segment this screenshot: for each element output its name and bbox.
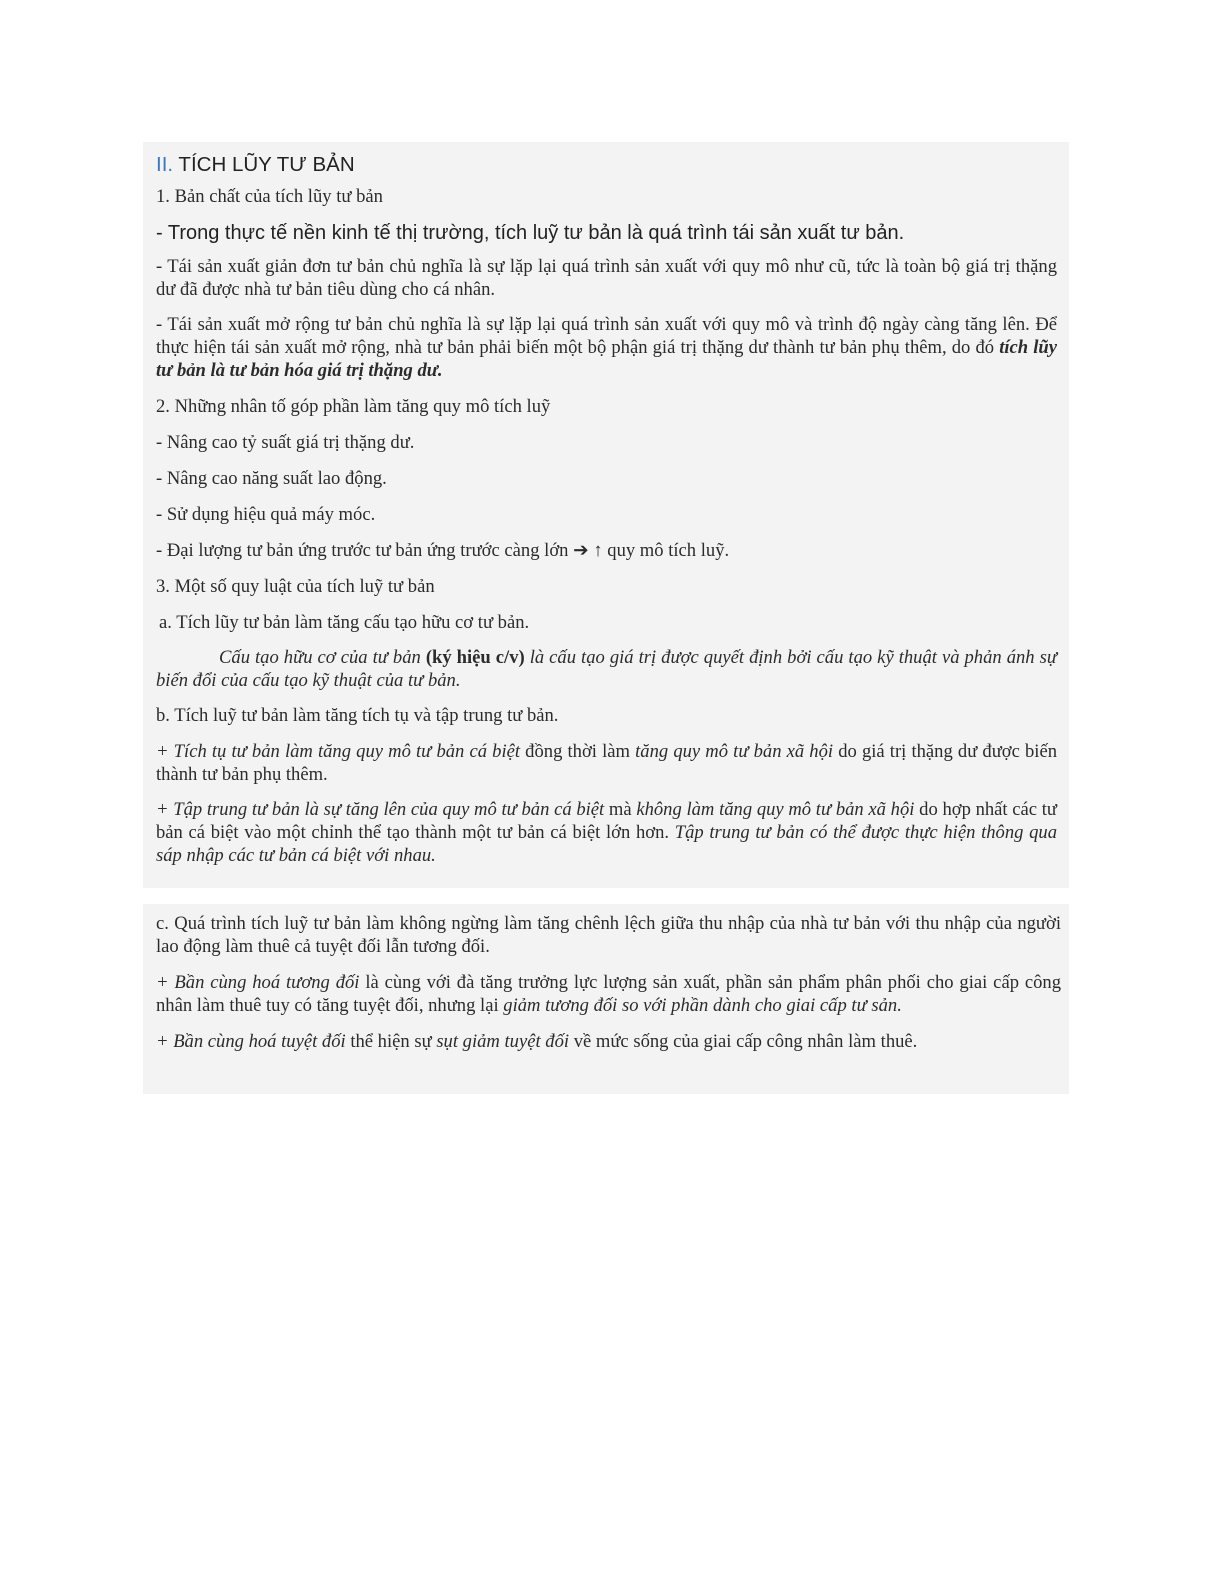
law-c1-part3: giảm tương đối so với phần dành cho giai cấp tư sản. [503, 995, 902, 1016]
paragraph-expanded-reproduction [156, 313, 1057, 382]
law-a-def-symbol: (ký hiệu c/v) [425, 647, 525, 668]
accumulation-definition: tích lũy tư bản là tư bản hóa giá trị thặng dư. [156, 337, 1057, 381]
content-block-continued [143, 904, 1069, 1094]
factor-item-4: - Đại lượng tư bản ứng trước tư bản ứng trước càng lớn ➔ ↑ quy mô tích luỹ. [156, 540, 730, 561]
law-a-def-part3: là cấu tạo giá trị được quyết định bởi cấu tạo kỹ thuật và phản ánh sự biến đổi của cấu tạo kỹ thuật của tư bản. [156, 647, 1057, 691]
law-b2-part1: + Tập trung tư bản là sự tăng lên của quy mô tư bản cá biệt [156, 799, 605, 820]
law-c1-part2: là cùng với đà tăng trưởng lực lượng sản xuất, phần sản phẩm phân phối cho giai cấp công nhân làm thuê tuy có tăng tuyệt đối, nhưng lại [156, 972, 1062, 1016]
content-block-main [143, 142, 1069, 888]
law-b1-part4: do giá trị thặng dư được biến thành tư bản phụ thêm. [156, 741, 1058, 785]
law-c2-part4: về mức sống của giai cấp công nhân làm thuê. [569, 1031, 918, 1052]
subsection-title-1: 1. Bản chất của tích lũy tư bản [156, 186, 383, 207]
paragraph-simple-reproduction: - Tái sản xuất giản đơn tư bản chủ nghĩa là sự lặp lại quá trình sản xuất với quy mô như cũ, tức là toàn bộ giá trị thặng dư đã được nhà tư bản tiêu dùng cho cá nhân. [156, 256, 1057, 300]
law-b1-part1: + Tích tụ tư bản làm tăng quy mô tư bản cá biệt [156, 741, 521, 762]
law-c-title: c. Quá trình tích luỹ tư bản làm không ngừng làm tăng chênh lệch giữa thu nhập của nhà tư bản với thu nhập của người lao động làm thuê cả tuyệt đối lẫn tương đối. [156, 913, 1061, 957]
paragraph-expanded-text: - Tái sản xuất mở rộng tư bản chủ nghĩa là sự lặp lại quá trình sản xuất với quy mô và trình độ ngày càng tăng lên. Để thực hiện tái sản xuất mở rộng, nhà tư bản phải biến một bộ phận giá trị thặng dư thành tư bản phụ thêm, do đó [156, 314, 1057, 358]
law-c1-part1: + Bần cùng hoá tương đối [156, 972, 360, 993]
law-c2-part2: thể hiện sự [345, 1031, 437, 1052]
law-c2-part3: sụt giảm tuyệt đối [436, 1031, 570, 1052]
factor-item-2: - Nâng cao năng suất lao động. [156, 468, 387, 489]
law-b-title: b. Tích luỹ tư bản làm tăng tích tụ và tập trung tư bản. [156, 705, 559, 726]
law-b2-part3: không làm tăng quy mô tư bản xã hội [636, 799, 915, 820]
factor-item-1: - Nâng cao tỷ suất giá trị thặng dư. [156, 432, 415, 453]
law-b2-part4: do hợp nhất các tư bản cá biệt vào một chỉnh thể tạo thành một tư bản cá biệt lớn hơn. [156, 799, 1057, 843]
subsection-title-3: 3. Một số quy luật của tích luỹ tư bản [156, 576, 435, 597]
law-b1-part3: tăng quy mô tư bản xã hội [635, 741, 834, 762]
law-c2-part1: + Bần cùng hoá tuyệt đối [156, 1031, 346, 1052]
law-c-relative [156, 971, 1061, 1017]
law-b-centralization [156, 798, 1057, 867]
section-title: TÍCH LŨY TƯ BẢN [173, 153, 355, 176]
intro-paragraph: - Trong thực tế nền kinh tế thị trường, tích luỹ tư bản là quá trình tái sản xuất tư bản. [156, 222, 905, 244]
law-b2-part5: Tập trung tư bản có thể được thực hiện thông qua sáp nhập các tư bản cá biệt với nhau. [156, 822, 1057, 866]
law-a-title: a. Tích lũy tư bản làm tăng cấu tạo hữu cơ tư bản. [159, 612, 530, 633]
subsection-title-2: 2. Những nhân tố góp phần làm tăng quy mô tích luỹ [156, 396, 551, 417]
law-b-concentration [156, 740, 1057, 786]
section-heading [156, 152, 1057, 178]
section-number: II. [156, 153, 174, 176]
law-a-definition [156, 646, 1057, 692]
law-b2-part2: mà [604, 799, 637, 820]
law-b1-part2: đồng thời làm [520, 741, 636, 762]
law-a-def-part1: Cấu tạo hữu cơ của tư bản [219, 647, 426, 668]
factor-item-3: - Sử dụng hiệu quả máy móc. [156, 504, 376, 525]
law-c-absolute [156, 1030, 1061, 1053]
